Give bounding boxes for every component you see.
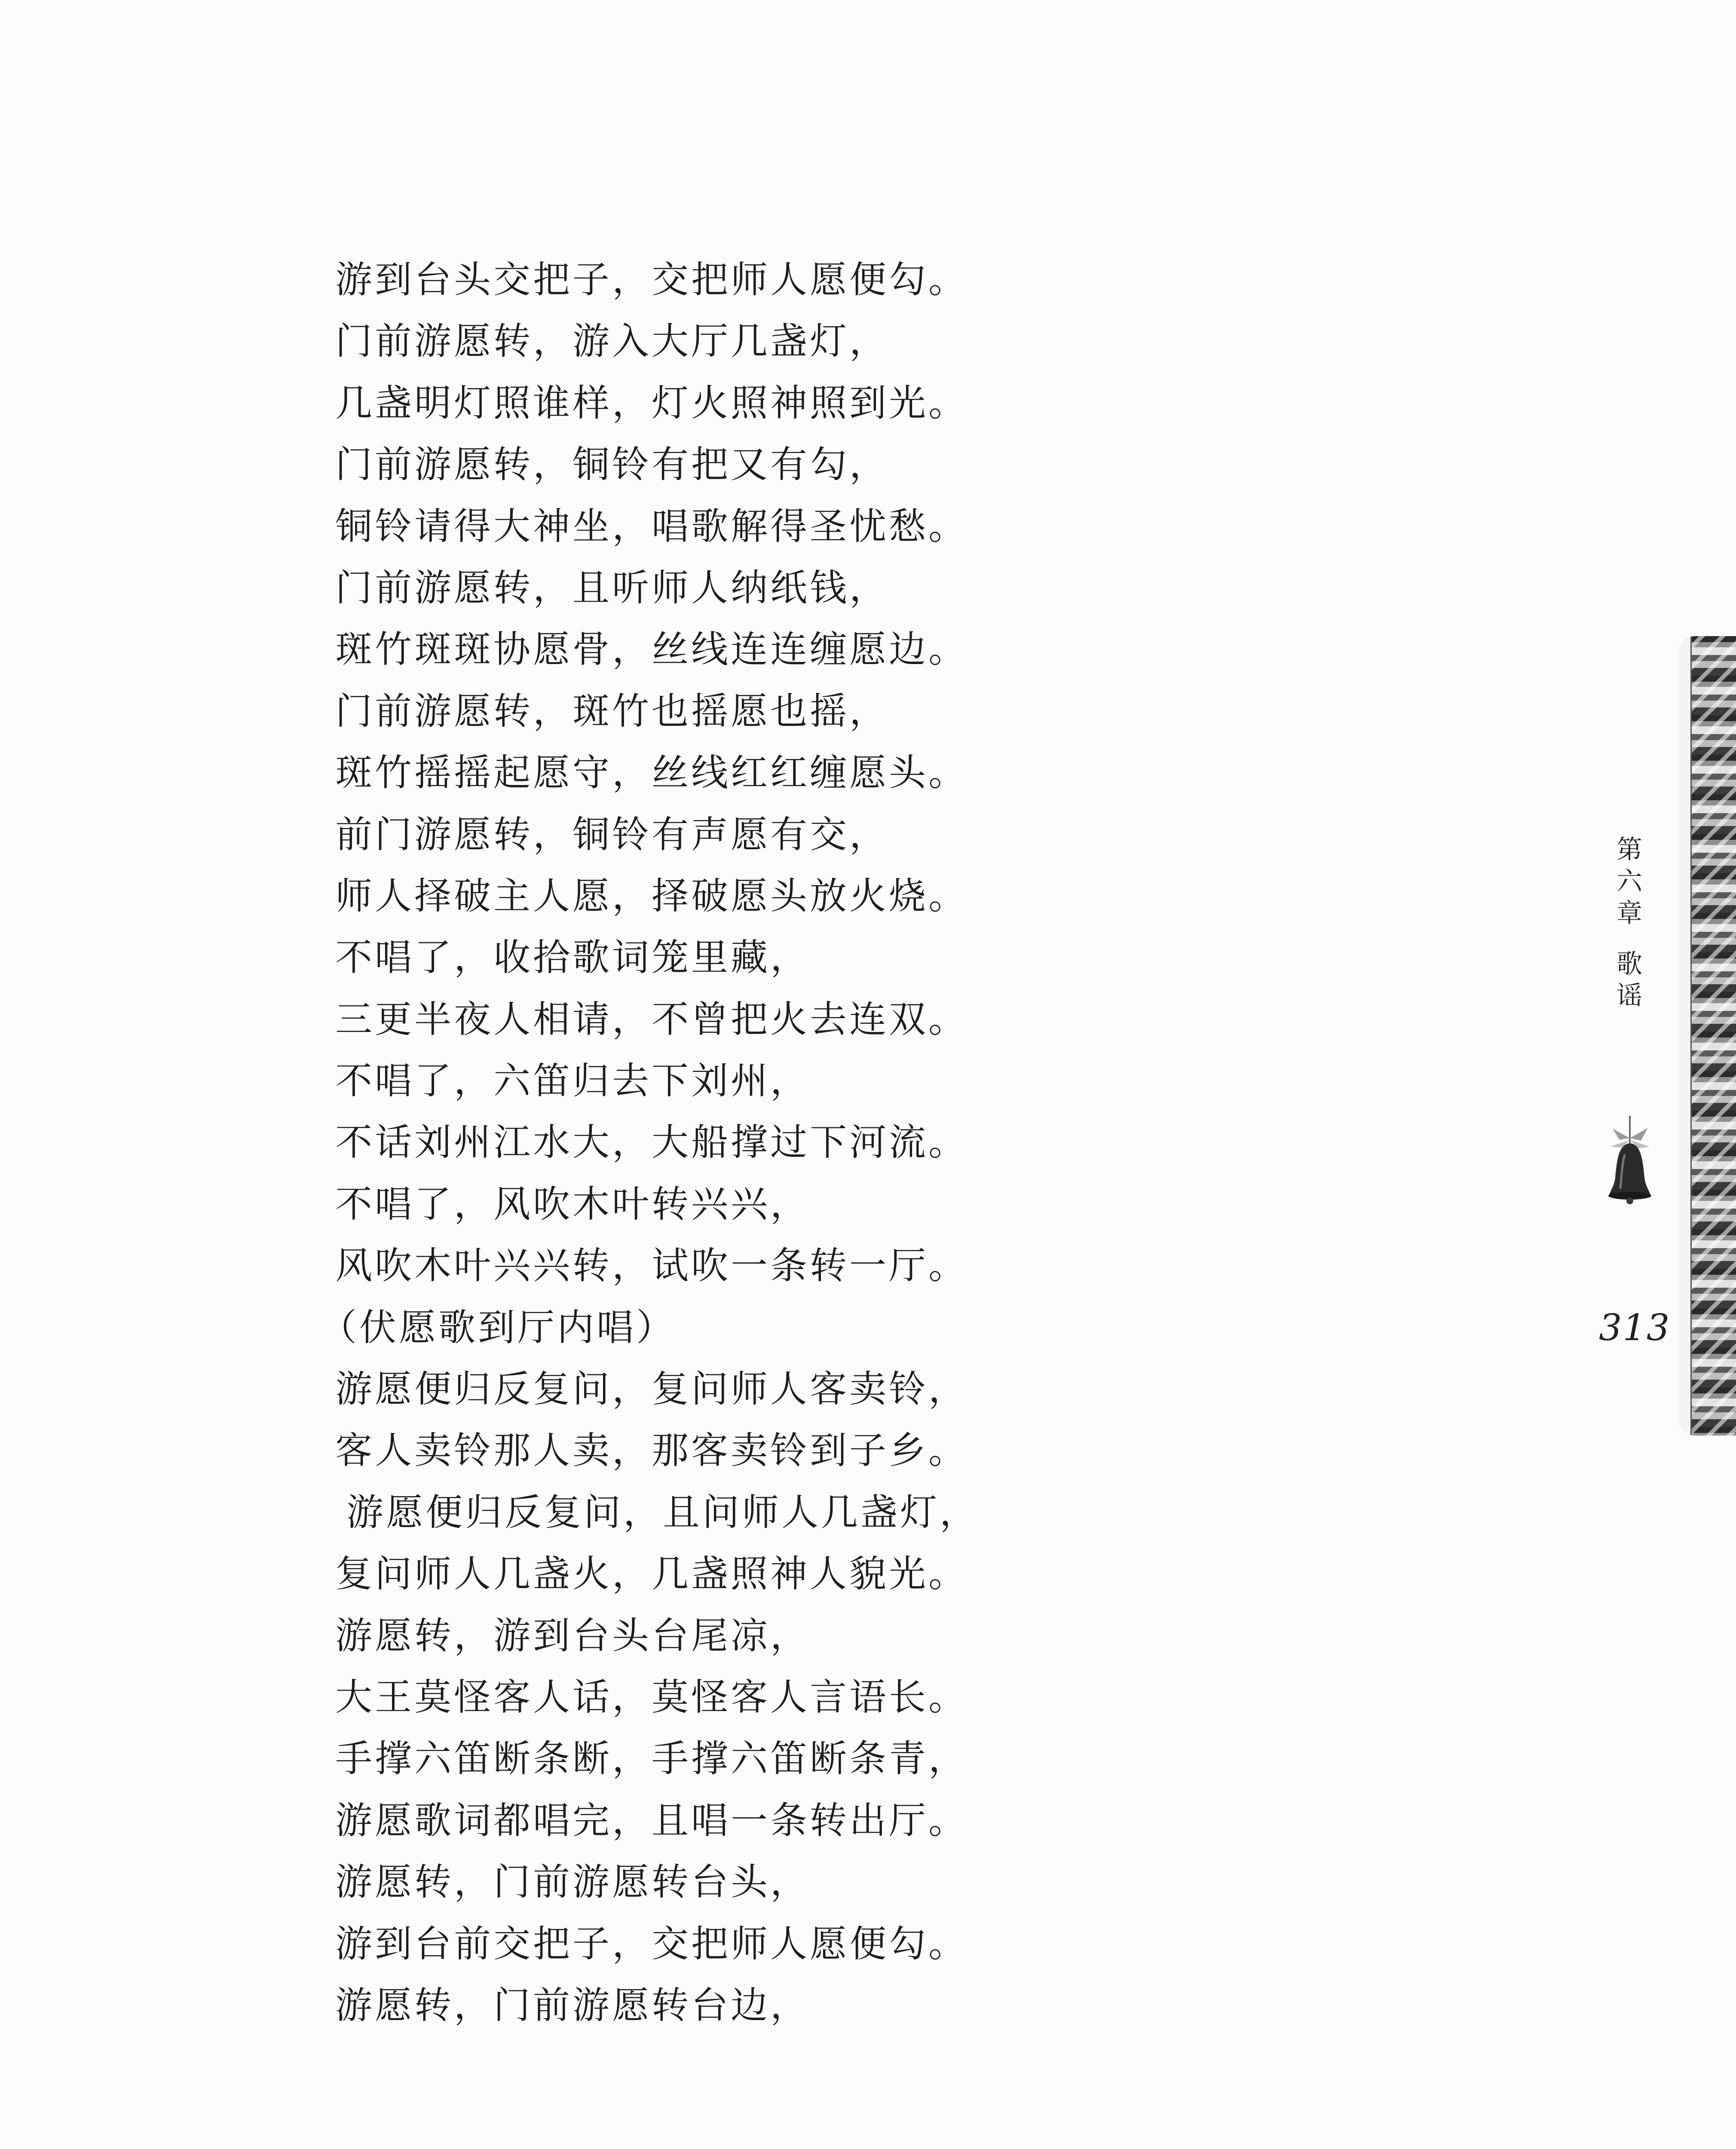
verse-line: 不唱了，六笛归去下刘州，	[335, 1059, 810, 1103]
verse-line: 斑竹摇摇起愿守，丝线红红缠愿头。	[335, 751, 968, 795]
chapter-title-char: 歌	[1617, 949, 1642, 979]
verse-line: 铜铃请得大神坐，唱歌解得圣忧愁。	[335, 505, 968, 548]
verse-line: 游到台头交把子，交把师人愿便勾。	[335, 258, 968, 301]
verse-line: 不唱了，风吹木叶转兴兴，	[335, 1182, 810, 1226]
chapter-char: 第	[1617, 835, 1642, 865]
scroll-border-decoration	[1678, 636, 1736, 1436]
chapter-title-char: 谣	[1617, 981, 1642, 1011]
page-number: 313	[1599, 1307, 1671, 1349]
verse-line: 风吹木叶兴兴转，试吹一条转一厅。	[335, 1244, 968, 1288]
verse-line: 游到台前交把子，交把师人愿便勾。	[335, 1922, 968, 1965]
chapter-char: 六	[1617, 866, 1642, 897]
verse-line: 三更半夜人相请，不曾把火去连双。	[335, 998, 968, 1041]
verse-text	[320, 249, 1388, 2036]
chapter-char: 章	[1617, 898, 1642, 928]
verse-line: 师人择破主人愿，择破愿头放火烧。	[335, 874, 968, 918]
verse-line: 几盏明灯照谁样，灯火照神照到光。	[335, 381, 968, 425]
verse-line: 门前游愿转，且听师人纳纸钱，	[335, 566, 889, 609]
verse-line: 门前游愿转，铜铃有把又有勾，	[335, 443, 889, 487]
verse-line: 前门游愿转，铜铃有声愿有交，	[335, 813, 889, 856]
verse-line: 游愿转，游到台头台尾凉，	[335, 1614, 810, 1657]
verse-line: 门前游愿转，斑竹也摇愿也摇，	[335, 689, 889, 733]
verse-line: 手撑六笛断条断，手撑六笛断条青，	[335, 1737, 968, 1781]
verse-line: 不话刘州江水大，大船撑过下河流。	[335, 1121, 968, 1164]
verse-line: 游愿歌词都唱完，且唱一条转出厅。	[335, 1799, 968, 1842]
verse-line: 游愿转，门前游愿转台边，	[335, 1984, 810, 2027]
verse-line: 游愿便归反复问，且问师人几盏灯，	[346, 1491, 979, 1534]
verse-line: 复问师人几盏火，几盏照神人貌光。	[335, 1552, 968, 1596]
verse-line: 游愿转，门前游愿转台头，	[335, 1861, 810, 1904]
bell-icon	[1600, 1113, 1660, 1208]
verse-line: 斑竹斑斑协愿骨，丝线连连缠愿边。	[335, 628, 968, 671]
stage-direction: （伏愿歌到厅内唱）	[320, 1306, 676, 1349]
chapter-heading	[1610, 834, 1649, 1012]
verse-line: 客人卖铃那人卖，那客卖铃到子乡。	[335, 1429, 968, 1472]
verse-line: 门前游愿转，游入大厅几盏灯，	[335, 320, 889, 363]
verse-line: 不唱了，收拾歌词笼里藏，	[335, 936, 810, 980]
verse-line: 大王莫怪客人话，莫怪客人言语长。	[335, 1675, 968, 1719]
verse-line: 游愿便归反复问，复问师人客卖铃，	[335, 1368, 968, 1411]
